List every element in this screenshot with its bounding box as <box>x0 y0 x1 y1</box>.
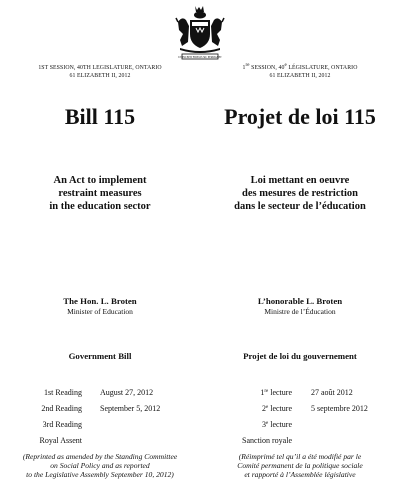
french-column <box>200 0 400 479</box>
session-info-fr <box>200 64 400 80</box>
reading-date: 27 août 2012 <box>311 388 353 397</box>
legislature-text: LÉGISLATURE, ONTARIO <box>286 65 358 71</box>
bill-title-fr: Projet de loi 115 <box>224 104 376 129</box>
reading-label: 2nd Reading <box>41 404 82 413</box>
reading-row <box>0 386 200 400</box>
ministry-fr: Ministre de l’Éducation <box>264 307 336 316</box>
reading-word: lecture <box>270 388 292 397</box>
session-line-1-en: 1ST SESSION, 40TH LEGISLATURE, ONTARIO <box>38 65 162 71</box>
reading-num: 3 <box>262 420 266 429</box>
reading-label: Sanction royale <box>242 436 292 445</box>
reading-date: September 5, 2012 <box>100 404 161 413</box>
act-title-line: in the education sector <box>49 201 151 212</box>
session-text: SESSION, 40 <box>249 65 285 71</box>
sponsor-name-fr: L’honorable L. Broten <box>257 296 343 306</box>
reading-row <box>200 402 400 416</box>
reading-label: 1st Reading <box>44 388 82 397</box>
act-title-line: des mesures de restriction <box>242 188 358 199</box>
reading-num: 2 <box>262 404 266 413</box>
act-title-line: Loi mettant en oeuvre <box>250 175 350 186</box>
act-title-fr <box>200 174 400 213</box>
act-title-line: restraint measures <box>58 188 142 199</box>
reading-date: 5 septembre 2012 <box>311 404 368 413</box>
reading-row <box>200 434 400 448</box>
note-line: (Réimprimé tel qu’il a été modifié par le <box>238 452 362 461</box>
reading-label <box>262 402 292 416</box>
reprint-note-en <box>0 452 200 479</box>
crest-motto: UT INCEPIT FIDELIS SIC PERMANET <box>178 56 222 59</box>
reading-sup: e <box>266 421 269 426</box>
reading-row <box>0 418 200 432</box>
session-info-en <box>0 64 200 80</box>
reading-label: 3rd Reading <box>42 420 82 429</box>
session-line-2-en: 61 ELIZABETH II, 2012 <box>69 73 131 79</box>
reading-date: August 27, 2012 <box>100 388 154 397</box>
reading-row <box>0 434 200 448</box>
note-line: on Social Policy and as reported <box>50 461 150 470</box>
note-line: (Reprinted as amended by the Standing Committee <box>22 452 178 461</box>
bill-title-en: Bill 115 <box>64 104 136 129</box>
bill-type-fr: Projet de loi du gouvernement <box>243 351 357 361</box>
reading-row <box>200 418 400 432</box>
reading-word: lecture <box>270 404 292 413</box>
reading-label <box>262 418 292 432</box>
session-line-1-fr <box>200 64 400 72</box>
session-num: 1 <box>242 65 246 71</box>
act-title-en <box>0 174 200 213</box>
session-sup: re <box>245 63 250 68</box>
reading-sup: re <box>264 389 269 394</box>
act-title-line: An Act to implement <box>53 175 147 186</box>
reading-row <box>0 402 200 416</box>
legislature-sup: e <box>284 63 287 68</box>
note-line: to the Legislative Assembly September 10, 2012) <box>26 470 174 479</box>
act-title-line: dans le secteur de l’éducation <box>234 201 366 212</box>
reprint-note-fr <box>200 452 400 479</box>
note-line: et rapporté à l’Assemblée législative <box>244 470 356 479</box>
reading-num: 1 <box>260 388 265 397</box>
reading-sup: e <box>266 405 269 410</box>
reading-label: Royal Assent <box>39 436 82 445</box>
reading-label <box>260 386 292 400</box>
reading-word: lecture <box>270 420 292 429</box>
ministry-en: Minister of Education <box>67 307 133 316</box>
note-line: Comité permanent de la politique sociale <box>237 461 363 470</box>
sponsor-name-en: The Hon. L. Broten <box>63 296 137 306</box>
bill-type-en: Government Bill <box>68 351 132 361</box>
session-line-2-fr: 61 ELIZABETH II, 2012 <box>269 73 331 79</box>
reading-row <box>200 386 400 400</box>
